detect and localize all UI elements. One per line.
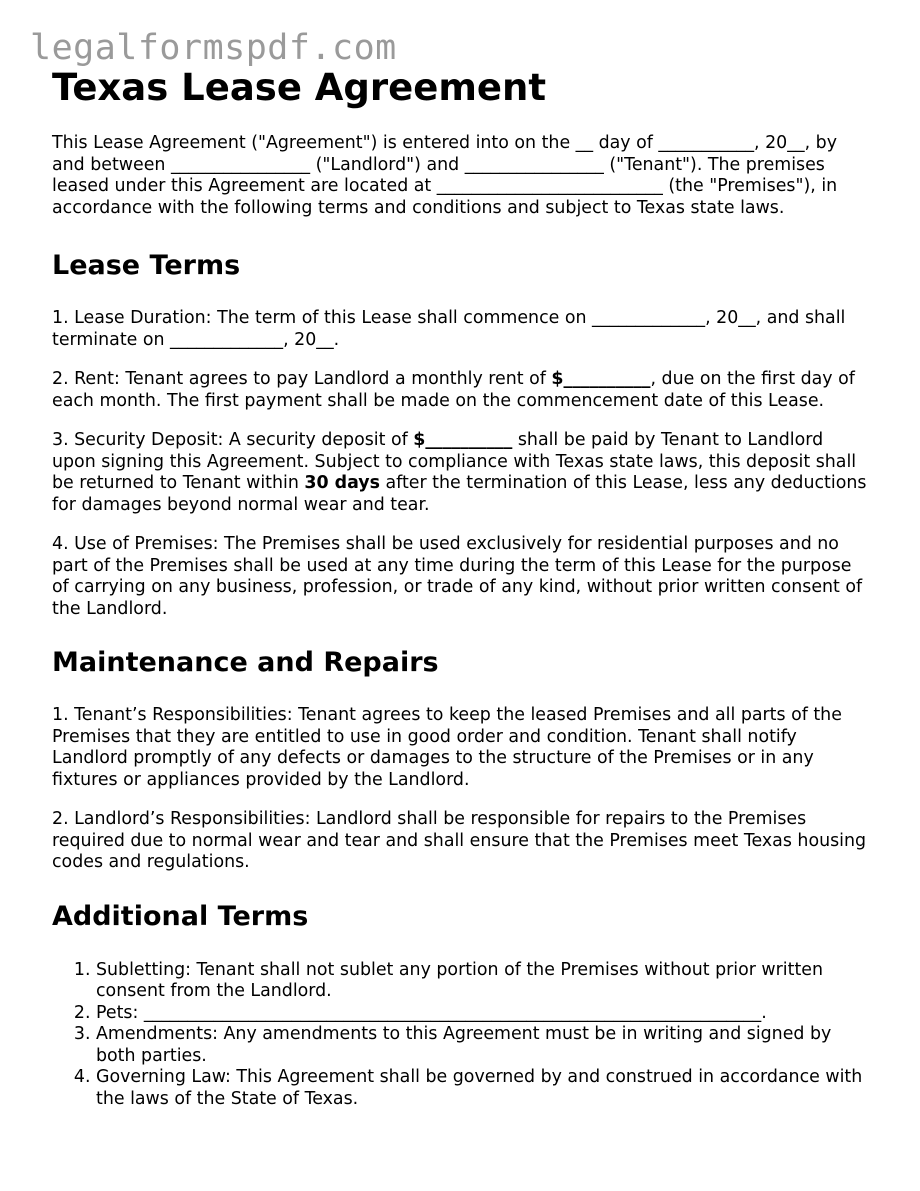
rent-amount-blank: $__________	[551, 369, 651, 389]
list-item: 2. Pets: _______________________________________________________________________.	[96, 1003, 870, 1025]
deposit-amount-blank: $__________	[413, 430, 513, 450]
maintenance-heading: Maintenance and Repairs	[52, 647, 439, 678]
rent-text-start: 2. Rent: Tenant agrees to pay Landlord a monthly rent of	[52, 369, 552, 389]
list-item: 3. Amendments: Any amendments to this Agreement must be in writing and signed by both parties.	[96, 1024, 870, 1067]
use-of-premises-clause: 4. Use of Premises: The Premises shall be used exclusively for residential purposes and no part of the Premises shall be used at any time during the term of this Lease for the purpose of carrying on any business, profession, or trade of any kind, without prior written consent of the Landlord.	[52, 534, 863, 619]
intro-paragraph: This Lease Agreement ("Agreement") is entered into on the __ day of ___________, 20__, by and between ________________ ("Landlord") and ________________ ("Tenant"). The premises leased under this Agreement are located at __________________________ (the "Premises"), in accordance with the following terms and conditions and subject to Texas state laws.	[52, 133, 838, 218]
additional-terms-heading: Additional Terms	[52, 900, 309, 932]
rent-text-end: , due on the first day of each month. The first payment shall be made on the commencement date of this Lease.	[52, 369, 855, 411]
security-deposit-clause	[52, 430, 870, 516]
landlord-responsibilities-clause: 2. Landlord’s Responsibilities: Landlord shall be responsible for repairs to the Premises required due to normal wear and tear and shall ensure that the Premises meet Texas housing codes and regulations.	[52, 809, 867, 872]
deposit-text-middle: shall be paid by Tenant to Landlord upon signing this Agreement. Subject to compliance with Texas state laws, this deposit shall be returned to Tenant within	[52, 430, 857, 493]
lease-terms-heading: Lease Terms	[52, 250, 241, 281]
list-item: 4. Governing Law: This Agreement shall be governed by and construed in accordance with the laws of the State of Texas.	[96, 1067, 870, 1110]
deposit-text-end: after the termination of this Lease, less any deductions for damages beyond normal wear and tear.	[52, 473, 867, 515]
watermark: legalformspdf.com	[30, 28, 397, 68]
deposit-return-days: 30 days	[304, 473, 380, 493]
deposit-text-start: 3. Security Deposit: A security deposit of	[52, 430, 414, 450]
rent-clause	[52, 369, 870, 412]
additional-terms-list	[52, 960, 870, 1111]
page-title: Texas Lease Agreement	[52, 66, 547, 109]
list-item: 1. Subletting: Tenant shall not sublet any portion of the Premises without prior written consent from the Landlord.	[96, 960, 870, 1003]
document	[52, 66, 870, 1110]
lease-duration-clause: 1. Lease Duration: The term of this Lease shall commence on _____________, 20__, and shall terminate on _____________, 20__.	[52, 308, 846, 350]
tenant-responsibilities-clause: 1. Tenant’s Responsibilities: Tenant agrees to keep the leased Premises and all parts of the Premises that they are entitled to use in good order and condition. Tenant shall notify Landlord promptly of any defects or damages to the structure of the Premises or in any fixtures or appliances provided by the Landlord.	[52, 705, 842, 790]
